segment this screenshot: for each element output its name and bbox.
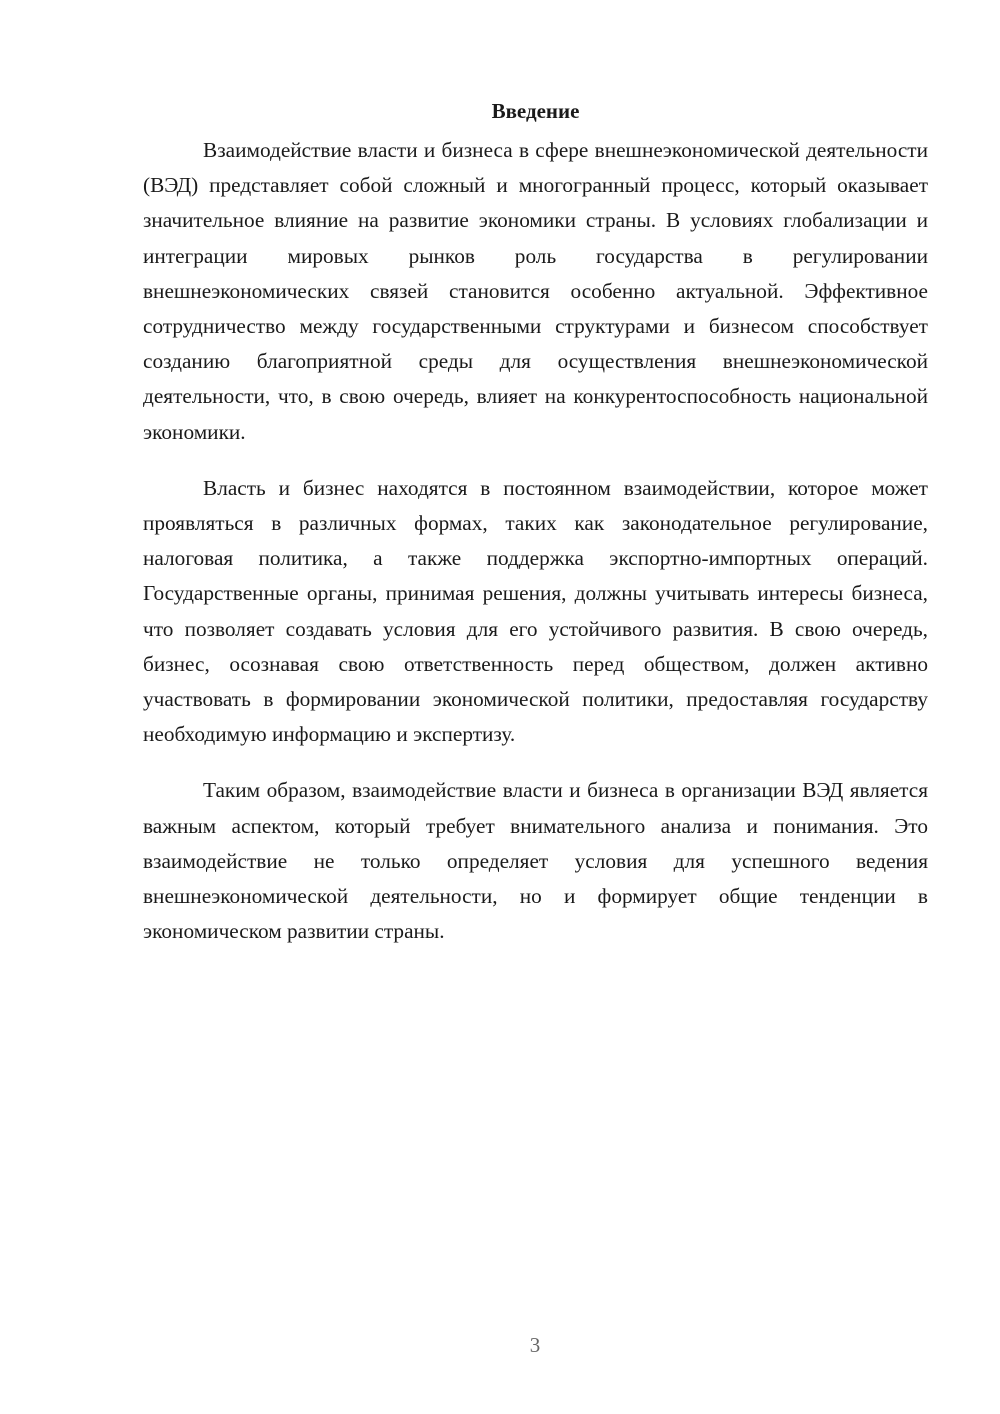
paragraph-2: Власть и бизнес находятся в постоянном взаимодействии, которое может проявляться в различных формах, таких как законодательное регулирование, налоговая политика, а также поддержка экспортно-импортных операций. Государственные органы, принимая решения, должны учитывать интересы бизнеса, что позволяет создавать условия для его устойчивого развития. В свою очередь, бизнес, осознавая свою ответственность перед обществом, должен активно участвовать в формировании экономической политики, предоставляя государству необходимую информацию и экспертизу.	[143, 475, 928, 747]
section-title: Введение	[491, 99, 580, 123]
paragraph-3: Таким образом, взаимодействие власти и бизнеса в организации ВЭД является важным аспектом, который требует внимательного анализа и понимания. Это взаимодействие не только определяет условия для успешного ведения внешнеэкономической деятельности, но и формирует общие тенденции в экономическом развитии страны.	[143, 778, 928, 944]
page-content	[143, 96, 928, 970]
page-number: 3	[529, 1333, 541, 1357]
paragraph-1: Взаимодействие власти и бизнеса в сфере внешнеэкономической деятельности (ВЭД) представляет собой сложный и многогранный процесс, который оказывает значительное влияние на развитие экономики страны. В условиях глобализации и интеграции мировых рынков роль государства в регулировании внешнеэкономических связей становится особенно актуальной. Эффективное сотрудничество между государственными структурами и бизнесом способствует созданию благоприятной среды для осуществления внешнеэкономической деятельности, что, в свою очередь, влияет на конкурентоспособность национальной экономики.	[143, 138, 928, 444]
